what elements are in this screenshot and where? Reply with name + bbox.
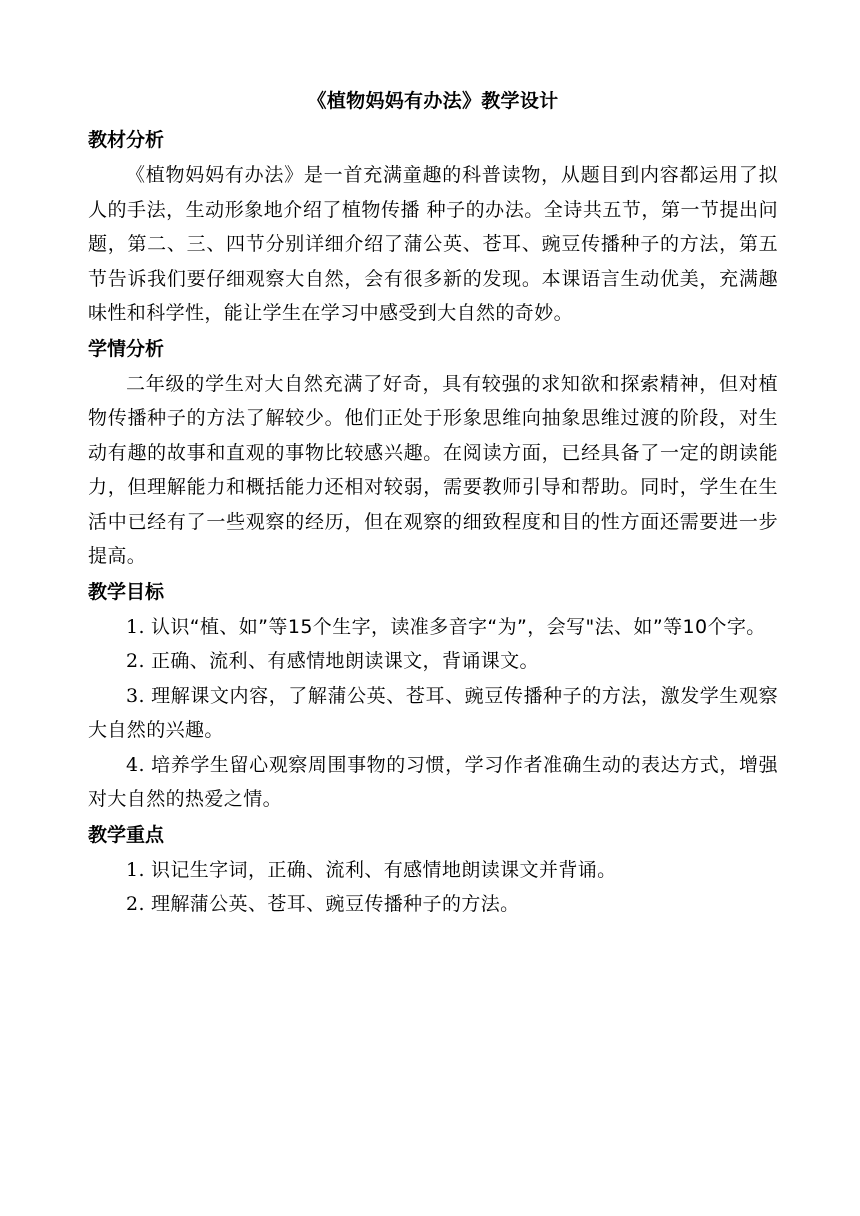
material-analysis-paragraph: 《植物妈妈有办法》是一首充满童趣的科普读物，从题目到内容都运用了拟人的手法，生动形象地介绍了植物传播 种子的办法。全诗共五节，第一节提出问题，第二、三、四节分别详细介绍了蒲公英、苍耳、豌豆传播种子的方法，第五节告诉我们要仔细观察大自然，会有很多新的发现。本课语言生动优美，充满趣味性和科学性，能让学生在学习中感受到大自然的奇妙。 — [88, 164, 778, 324]
section-heading-goals: 教学目标 — [88, 580, 165, 603]
goal-item-number: 3. — [126, 684, 145, 707]
goal-item-text: 培养学生留心观察周围事物的习惯，学习作者准确生动的表达方式，增强对大自然的热爱之情。 — [88, 753, 778, 810]
goal-item-text: 认识“植、如”等15个生字，读准多音字“为”，会写"法、如”等10个字。 — [150, 615, 766, 638]
document-title: 《植物妈妈有办法》教学设计 — [307, 90, 559, 112]
goal-item-2 — [88, 644, 778, 679]
keypoint-item-text: 识记生字词，正确、流利、有感情地朗读课文并背诵。 — [150, 858, 617, 881]
section-heading-students: 学情分析 — [88, 337, 165, 360]
keypoint-item-1 — [88, 853, 778, 888]
goal-item-number: 1. — [126, 615, 145, 638]
section-heading-keypoints: 教学重点 — [88, 823, 165, 846]
goal-item-1 — [88, 610, 778, 645]
goal-item-text: 正确、流利、有感情地朗读课文，背诵课文。 — [150, 650, 539, 672]
student-analysis-paragraph: 二年级的学生对大自然充满了好奇，具有较强的求知欲和探索精神，但对植物传播种子的方法了解较少。他们正处于形象思维向抽象思维过渡的阶段，对生动有趣的故事和直观的事物比较感兴趣。在阅读方面，已经具备了一定的朗读能力，但理解能力和概括能力还相对较弱，需要教师引导和帮助。同时，学生在生活中已经有了一些观察的经历，但在观察的细致程度和目的性方面还需要进一步提高。 — [88, 372, 778, 567]
goal-item-4 — [88, 748, 778, 817]
goal-item-number: 4. — [126, 753, 145, 776]
document-page — [88, 84, 778, 922]
keypoint-item-text: 理解蒲公英、苍耳、豌豆传播种子的方法。 — [150, 893, 520, 915]
goal-item-number: 2. — [126, 650, 145, 672]
keypoint-item-2 — [88, 887, 778, 922]
section-heading-material: 教材分析 — [88, 129, 165, 151]
keypoint-item-number: 2. — [126, 893, 145, 915]
goal-item-text: 理解课文内容，了解蒲公英、苍耳、豌豆传播种子的方法，激发学生观察大自然的兴趣。 — [88, 684, 778, 741]
goal-item-3 — [88, 679, 778, 748]
keypoint-item-number: 1. — [126, 858, 145, 881]
